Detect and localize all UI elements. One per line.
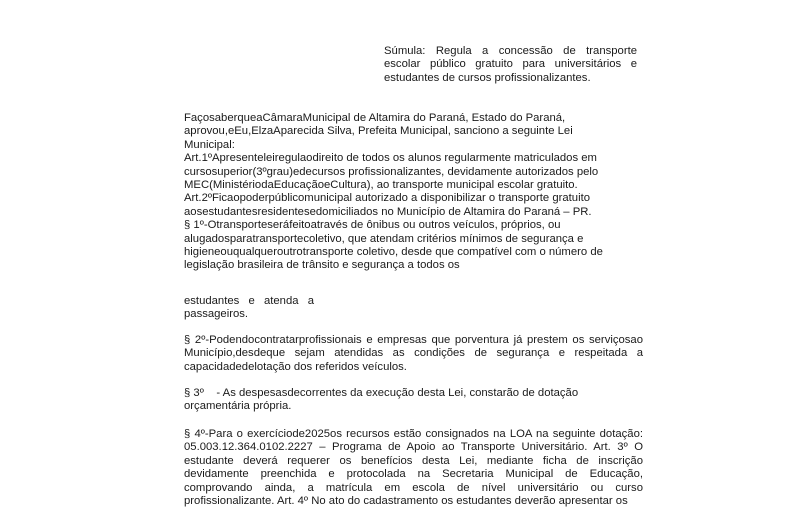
- body-line: alugadosparatransportecoletivo, que atendam critérios mínimos de segurança e: [184, 232, 584, 245]
- body-line: Art.1ºApresenteleiregulaodireito de todos os alunos regularmente matriculados em: [184, 152, 597, 165]
- paragraph-line: profissionalizante. Art. 4º No ato do cadastramento os estudantes deverão apresentar os: [184, 495, 628, 508]
- continuation-line: passageiros.: [184, 308, 249, 321]
- sumula-line: Súmula: Regula a concessão de transporte: [384, 45, 637, 57]
- paragraph-line: comprovando ainda, a matrícula em escola de nível universitário ou curso: [184, 481, 643, 494]
- body-line: aosestudantesresidentesedomiciliados no Município de Altamira do Paraná – PR.: [184, 205, 592, 218]
- body-line: legislação brasileira de trânsito e segurança a todos os: [184, 259, 460, 272]
- body-line: FaçosaberqueaCâmaraMunicipal de Altamira do Paraná, Estado do Paraná,: [184, 112, 566, 124]
- paragraph-line: estudante deverá requerer os benefícios desta Lei, mediante ficha de inscrição: [184, 454, 643, 467]
- paragraph-2: [184, 334, 643, 374]
- paragraph-line: § 2º-Podendocontratarprofissionais e empresas que porventura já prestem os serviçosao: [184, 334, 643, 346]
- continuation-line: estudantes e atenda a: [184, 295, 314, 307]
- paragraph-line: orçamentária própria.: [184, 400, 292, 413]
- body-line: higieneouqualqueroutrotransporte coletivo, desde que compatível com o número de: [184, 246, 603, 259]
- paragraph-line: § 3º - As despesasdecorrentes da execução desta Lei, constarão de dotação: [184, 387, 579, 399]
- paragraph-line: 05.003.12.364.0102.2227 – Programa de Apoio ao Transporte Universitário. Art. 3º O: [184, 441, 643, 454]
- body-line: Municipal:: [184, 138, 235, 151]
- paragraph-line: capacidadedelotação dos referidos veículos.: [184, 360, 407, 373]
- law-body-preamble-arts-1-2: [184, 112, 644, 273]
- body-line: § 1º-Otransporteseráfeitoatravés de ônibus ou outros veículos, próprios, ou: [184, 219, 561, 232]
- paragraph-3: [184, 387, 643, 414]
- paragraph-line: § 4º-Para o exercíciode2025os recursos estão consignados na LOA na seguinte dotação:: [184, 428, 643, 440]
- paragraph-line: devidamente preenchida e protocolada na Secretaria Municipal de Educação,: [184, 468, 643, 481]
- sumula-summary: [384, 45, 637, 85]
- sumula-line: escolar público gratuito para universitários e: [384, 58, 637, 71]
- sumula-line: estudantes de cursos profissionalizantes.: [384, 71, 591, 84]
- paragraph-line: Município,desdeque sejam atendidas as condições de segurança e respeitada a: [184, 347, 643, 360]
- body-line: MEC(MinistériodaEducaçãoeCultura), ao transporte municipal escolar gratuito.: [184, 179, 578, 192]
- page-break-continuation: [184, 295, 314, 322]
- body-line: cursosuperior(3ºgrau)edecursos profissionalizantes, devidamente autorizados pelo: [184, 165, 599, 178]
- body-line: aprovou,eEu,ElzaAparecida Silva, Prefeita Municipal, sanciono a seguinte Lei: [184, 125, 573, 138]
- body-line: Art.2ºFicaopoderpúblicomunicipal autorizado a disponibilizar o transporte gratuito: [184, 192, 591, 205]
- paragraph-4: [184, 428, 643, 508]
